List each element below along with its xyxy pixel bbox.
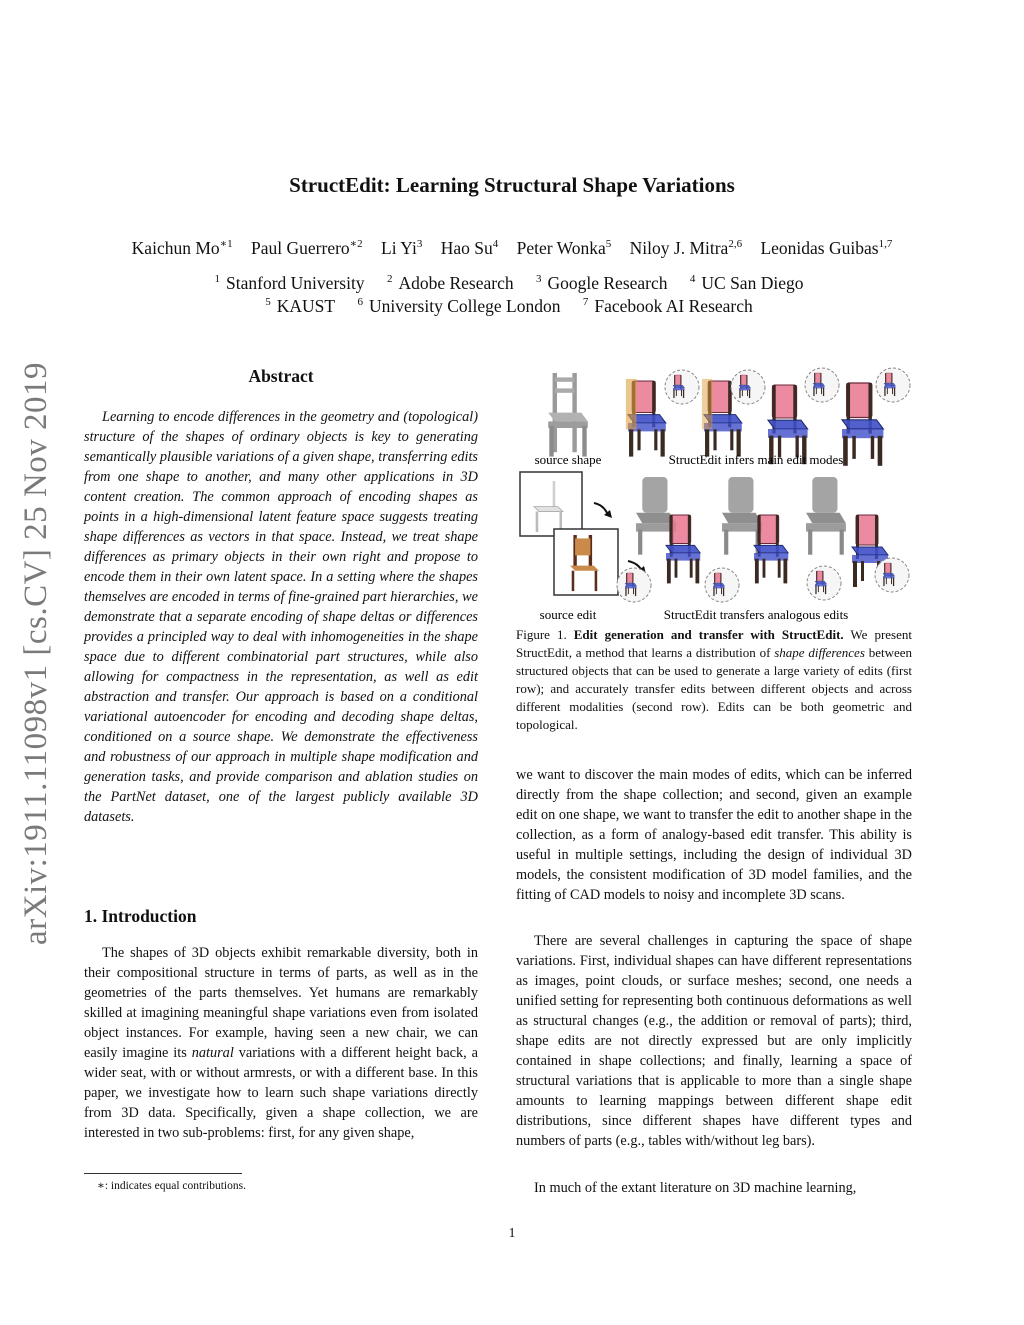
arxiv-stamp: arXiv:1911.11098v1 [cs.CV] 25 Nov 2019	[18, 362, 54, 945]
label-source-shape: source shape	[534, 452, 602, 467]
affiliation: $^1$ Stanford University	[214, 273, 365, 293]
label-infers-edit-modes: StructEdit infers main edit modes	[668, 452, 844, 467]
figure-1	[516, 365, 912, 625]
author: Kaichun $Mo^{∗1}$	[131, 238, 233, 258]
paper-title: StructEdit: Learning Structural Shape Variations	[289, 173, 735, 197]
author: Paul Guerrero$^{∗2}$	[251, 238, 363, 258]
source-shape-chair	[548, 373, 588, 457]
affiliation: $^3$ Google Research	[535, 273, 668, 293]
body-paragraph: There are several challenges in capturing the space of shape variations. First, individual shapes can have different representations as images, point clouds, or surface meshes; second, one needs a unified setting for representing both continuous deformations as well as structural changes (e.g., the addition or removal of parts); third, shape edits are not directly expressed but are only implicitly contained in shape collections; and finally, learning a space of structural variations that is applicable to more than a single shape amounts to learning mappings between different shape edit distributions, since different shapes have different types and numbers of parts (e.g., tables with/without leg bars).	[516, 933, 912, 1149]
author: Niloy J. Mitra$^{2,6}$	[629, 238, 743, 258]
affiliations-line-2	[0, 296, 1024, 317]
affiliation: $^5$ KAUST	[265, 296, 336, 316]
section-heading-introduction: 1. Introduction	[84, 906, 197, 926]
body-paragraph: In much of the extant literature on 3D machine learning,	[534, 1180, 857, 1196]
abstract-body: Learning to encode differences in the geometry and (topological) structure of the shapes of ordinary objects is key to generating semantically plausible variations of a given shape, transferring edits from one shape to another, and many other applications in 3D content creation. The common approach of encoding shapes as points in a high-dimensional latent feature space suggests treating shape differences as vectors in that space. Instead, we treat shape differences as primary objects in their own right and propose to encode them in their own latent space. In a setting where the shapes themselves are encoded in terms of fine-grained part hierarchies, we demonstrate that a separate encoding of shape deltas or differences provides a principled way to deal with inhomogeneities in the shape space due to different combinatorial part structures, while also allowing for compactness in the representation, as well as edit abstraction and transfer. Our approach is based on a conditional variational autoencoder for encoding and decoding shape deltas, conditioned on a source shape. We demonstrate the effectiveness and robustness of our approach in multiple shape modification and generation tasks, and provide comparison and ablation studies on the PartNet dataset, one of the largest publicly available 3D datasets.	[84, 409, 478, 825]
figure-caption: Figure 1. Edit generation and transfer with StructEdit. We present StructEdit, a method that learns a distribution of shape differences between structured objects that can be used to generate a large variety of edits (first row); and accurately transfer edits between different objects and across different modalities (second row). Edits can be both geometric and topological.	[516, 627, 912, 732]
affiliation: $^7$ Facebook AI Research	[582, 296, 753, 316]
abstract-heading: Abstract	[248, 366, 314, 386]
affiliation: $^6$ University College London	[357, 296, 561, 316]
affiliation: $^2$ Adobe Research	[386, 273, 514, 293]
affiliation: $^4$ UC San Diego	[689, 273, 804, 293]
footnote-rule	[84, 1173, 242, 1174]
author: Li Yi$^3$	[381, 238, 423, 258]
body-paragraph: we want to discover the main modes of edits, which can be inferred directly from the shape collection; and second, given an example edit on one shape, we want to transfer the edit to another shape in the collection, as a form of analogy-based edit transfer. This ability is useful in multiple settings, including the design of individual 3D models, the consistent modification of 3D model families, and the fitting of CAD models to noisy and incomplete 3D scans.	[516, 767, 912, 903]
label-transfers-edits: StructEdit transfers analogous edits	[663, 607, 849, 622]
figure-illustration	[516, 365, 912, 625]
author: Hao Su$^4$	[440, 238, 499, 258]
author-list	[0, 238, 1024, 259]
introduction-paragraph: The shapes of 3D objects exhibit remarkable diversity, both in their compositional structure in terms of parts, as well as in the geometries of the parts themselves. Yet humans are remarkably skilled at imagining meaningful shape variations even from isolated object instances. For example, having seen a new chair, we can easily imagine its natural variations with a different height back, a wider seat, with or without armrests, or with a different base. In this paper, we investigate how to learn such shape variations directly from 3D data. Specifically, given a shape collection, we are interested in two sub-problems: first, for any given shape,	[84, 945, 478, 1141]
footnote: ∗: indicates equal contributions.	[97, 1180, 246, 1192]
affiliations-line-1	[0, 273, 1024, 294]
author: Peter Wonka$^5$	[516, 238, 612, 258]
label-source-edit: source edit	[539, 607, 597, 622]
page-number: 1	[508, 1226, 516, 1241]
author: Leonidas Guibas$^{1,7}$	[760, 238, 893, 258]
